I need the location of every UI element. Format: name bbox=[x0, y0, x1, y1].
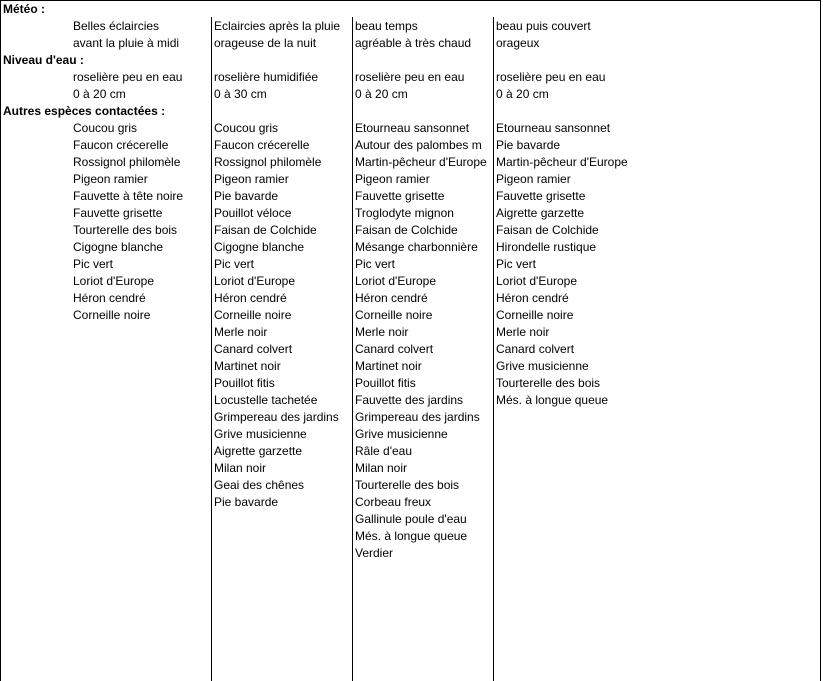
species-item: Pic vert bbox=[355, 257, 396, 271]
species-item: Més. à longue queue bbox=[355, 529, 468, 543]
species-item: Pigeon ramier bbox=[355, 172, 430, 186]
niveau-line: 0 à 20 cm bbox=[73, 87, 126, 101]
species-item: Faucon crécerelle bbox=[214, 138, 310, 152]
species-item: Gallinule poule d'eau bbox=[355, 512, 467, 526]
species-item: Martinet noir bbox=[355, 359, 422, 373]
species-item: Grimpereau des jardins bbox=[214, 410, 339, 424]
meteo-cell bbox=[214, 18, 350, 52]
species-item: Més. à longue queue bbox=[496, 393, 609, 407]
column-divider bbox=[211, 17, 212, 681]
species-item: Grimpereau des jardins bbox=[355, 410, 480, 424]
meteo-line: agréable à très chaud bbox=[355, 36, 472, 50]
species-item: Pigeon ramier bbox=[214, 172, 289, 186]
niveau-cell bbox=[73, 69, 209, 103]
species-item: Merle noir bbox=[214, 325, 268, 339]
species-item: Canard colvert bbox=[496, 342, 575, 356]
species-item: Pouillot fitis bbox=[214, 376, 275, 390]
species-item: Râle d'eau bbox=[355, 444, 412, 458]
species-item: Fauvette à tête noire bbox=[73, 189, 184, 203]
species-item: Pigeon ramier bbox=[496, 172, 571, 186]
species-item: Héron cendré bbox=[496, 291, 569, 305]
species-item: Rossignol philomèle bbox=[214, 155, 322, 169]
meteo-line: Eclaircies après la pluie bbox=[214, 19, 341, 33]
species-item: Coucou gris bbox=[73, 121, 138, 135]
species-item: Pie bavarde bbox=[214, 495, 279, 509]
species-item: Fauvette grisette bbox=[355, 189, 445, 203]
niveau-line: roselière humidifiée bbox=[214, 70, 319, 84]
niveau-line: 0 à 20 cm bbox=[355, 87, 408, 101]
species-item: Fauvette grisette bbox=[496, 189, 586, 203]
species-item: Corneille noire bbox=[73, 308, 151, 322]
species-item: Mésange charbonnière bbox=[355, 240, 478, 254]
especes-list bbox=[214, 120, 350, 511]
species-item: Faucon crécerelle bbox=[73, 138, 169, 152]
niveau-heading: Niveau d'eau : bbox=[3, 53, 84, 67]
species-item: Corneille noire bbox=[355, 308, 433, 322]
especes-list bbox=[496, 120, 632, 409]
species-item: Loriot d'Europe bbox=[73, 274, 155, 288]
species-item: Martin-pêcheur d'Europe bbox=[355, 155, 487, 169]
species-item: Canard colvert bbox=[214, 342, 293, 356]
species-item: Grive musicienne bbox=[355, 427, 448, 441]
species-item: Grive musicienne bbox=[496, 359, 589, 373]
niveau-line: roselière peu en eau bbox=[73, 70, 183, 84]
meteo-heading: Météo : bbox=[3, 2, 45, 16]
especes-heading: Autres espèces contactées : bbox=[3, 104, 166, 118]
meteo-line: orageuse de la nuit bbox=[214, 36, 317, 50]
meteo-line: avant la pluie à midi bbox=[73, 36, 180, 50]
species-item: Pouillot véloce bbox=[214, 206, 292, 220]
meteo-line: beau puis couvert bbox=[496, 19, 591, 33]
species-item: Pouillot fitis bbox=[355, 376, 416, 390]
species-item: Autour des palombes m bbox=[355, 138, 482, 152]
species-item: Cigogne blanche bbox=[73, 240, 164, 254]
species-item: Héron cendré bbox=[73, 291, 146, 305]
species-item: Tourterelle des bois bbox=[73, 223, 178, 237]
species-item: Etourneau sansonnet bbox=[496, 121, 611, 135]
species-item: Rossignol philomèle bbox=[73, 155, 181, 169]
species-item: Geai des chênes bbox=[214, 478, 305, 492]
meteo-cell bbox=[496, 18, 632, 52]
species-item: Corneille noire bbox=[214, 308, 292, 322]
species-item: Pie bavarde bbox=[214, 189, 279, 203]
species-item: Aigrette garzette bbox=[496, 206, 585, 220]
species-item: Troglodyte mignon bbox=[355, 206, 454, 220]
species-item: Faisan de Colchide bbox=[214, 223, 317, 237]
species-item: Merle noir bbox=[496, 325, 550, 339]
niveau-line: 0 à 30 cm bbox=[214, 87, 267, 101]
meteo-line: beau temps bbox=[355, 19, 418, 33]
species-item: Pic vert bbox=[73, 257, 114, 271]
niveau-cell bbox=[496, 69, 632, 103]
meteo-cell bbox=[355, 18, 491, 52]
niveau-cell bbox=[214, 69, 350, 103]
species-item: Milan noir bbox=[214, 461, 267, 475]
species-item: Loriot d'Europe bbox=[496, 274, 578, 288]
species-item: Pie bavarde bbox=[496, 138, 561, 152]
species-item: Aigrette garzette bbox=[214, 444, 303, 458]
niveau-line: 0 à 20 cm bbox=[496, 87, 549, 101]
species-item: Canard colvert bbox=[355, 342, 434, 356]
species-item: Pigeon ramier bbox=[73, 172, 148, 186]
species-item: Verdier bbox=[355, 546, 394, 560]
species-item: Héron cendré bbox=[214, 291, 287, 305]
species-item: Corbeau freux bbox=[355, 495, 432, 509]
especes-list bbox=[355, 120, 491, 562]
species-item: Tourterelle des bois bbox=[355, 478, 460, 492]
niveau-line: roselière peu en eau bbox=[355, 70, 465, 84]
species-item: Grive musicienne bbox=[214, 427, 307, 441]
species-item: Martin-pêcheur d'Europe bbox=[496, 155, 628, 169]
especes-list bbox=[73, 120, 209, 324]
species-item: Pic vert bbox=[496, 257, 537, 271]
meteo-line: Belles éclaircies bbox=[73, 19, 160, 33]
column-divider bbox=[493, 17, 494, 681]
meteo-cell bbox=[73, 18, 209, 52]
species-item: Locustelle tachetée bbox=[214, 393, 318, 407]
niveau-cell bbox=[355, 69, 491, 103]
species-item: Hirondelle rustique bbox=[496, 240, 597, 254]
species-item: Héron cendré bbox=[355, 291, 428, 305]
species-item: Loriot d'Europe bbox=[214, 274, 296, 288]
niveau-line: roselière peu en eau bbox=[496, 70, 606, 84]
meteo-line: orageux bbox=[496, 36, 540, 50]
species-item: Martinet noir bbox=[214, 359, 281, 373]
species-item: Fauvette grisette bbox=[73, 206, 163, 220]
species-item: Pic vert bbox=[214, 257, 255, 271]
species-item: Coucou gris bbox=[214, 121, 279, 135]
species-item: Etourneau sansonnet bbox=[355, 121, 470, 135]
species-item: Cigogne blanche bbox=[214, 240, 305, 254]
column-divider bbox=[352, 17, 353, 681]
species-item: Corneille noire bbox=[496, 308, 574, 322]
species-item: Fauvette des jardins bbox=[355, 393, 464, 407]
species-item: Faisan de Colchide bbox=[496, 223, 599, 237]
species-item: Faisan de Colchide bbox=[355, 223, 458, 237]
species-item: Milan noir bbox=[355, 461, 408, 475]
species-item: Merle noir bbox=[355, 325, 409, 339]
species-item: Tourterelle des bois bbox=[496, 376, 601, 390]
species-item: Loriot d'Europe bbox=[355, 274, 437, 288]
